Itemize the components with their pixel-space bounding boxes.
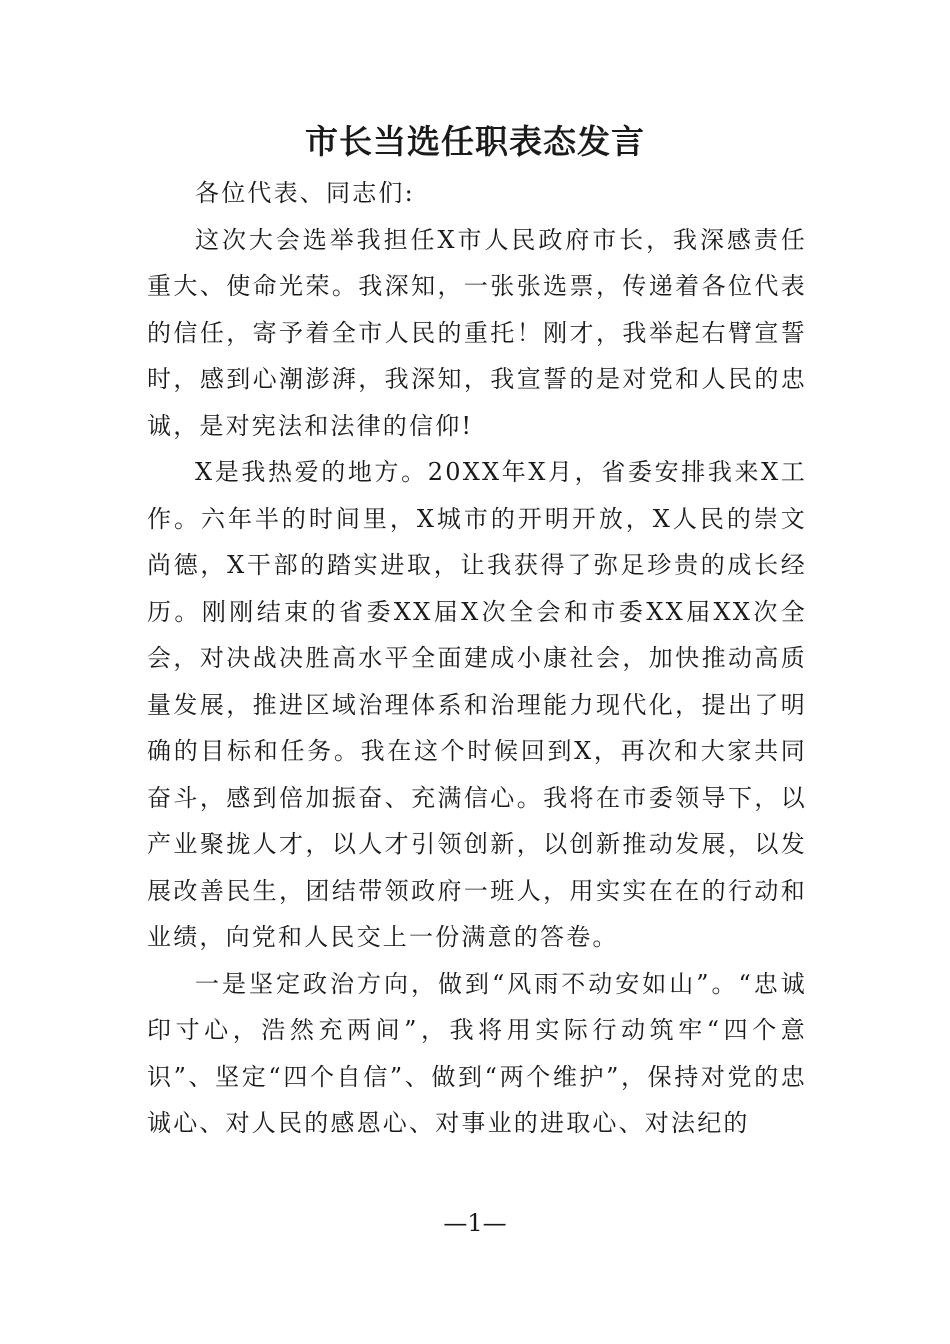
- paragraph-hometown: X是我热爱的地方。20XX年X月，省委安排我来X工作。六年半的时间里，X城市的开明开放，X人民的崇文尚德，X干部的踏实进取，让我获得了弥足珍贵的成长经历。刚刚结束的省委XX届X次全会和市委XX届XX次全会，对决战决胜高水平全面建成小康社会，加快推动高质量发展，推进区域治理体系和治理能力现代化，提出了明确的目标和任务。我在这个时候回到X，再次和大家共同奋斗，感到倍加振奋、充满信心。我将在市委领导下，以产业聚拢人才，以人才引领创新，以创新推动发展，以发展改善民生，团结带领政府一班人，用实实在在的行动和业绩，向党和人民交上一份满意的答卷。: [147, 458, 807, 951]
- paragraph-salutation: 各位代表、同志们:: [195, 179, 415, 207]
- paragraph-point-one: 一是坚定政治方向，做到“风雨不动安如山”。“忠诚印寸心，浩然充两间”，我将用实际行动筑牢“四个意识”、坚定“四个自信”、做到“两个维护”，保持对党的忠诚心、对人民的感恩心、对事业的进取心、对法纪的: [147, 969, 807, 1137]
- paragraph-oath: 这次大会选举我担任X市人民政府市长，我深感责任重大、使命光荣。我深知，一张张选票，传递着各位代表的信任，寄予着全市人民的重托！刚才，我举起右臂宣誓时，感到心潮澎湃，我深知，我宣誓的是对党和人民的忠诚，是对宪法和法律的信仰!: [147, 225, 807, 440]
- page-number: —1—: [443, 1209, 507, 1237]
- document-title: 市长当选任职表态发言: [305, 122, 645, 161]
- document-body: [147, 170, 807, 1147]
